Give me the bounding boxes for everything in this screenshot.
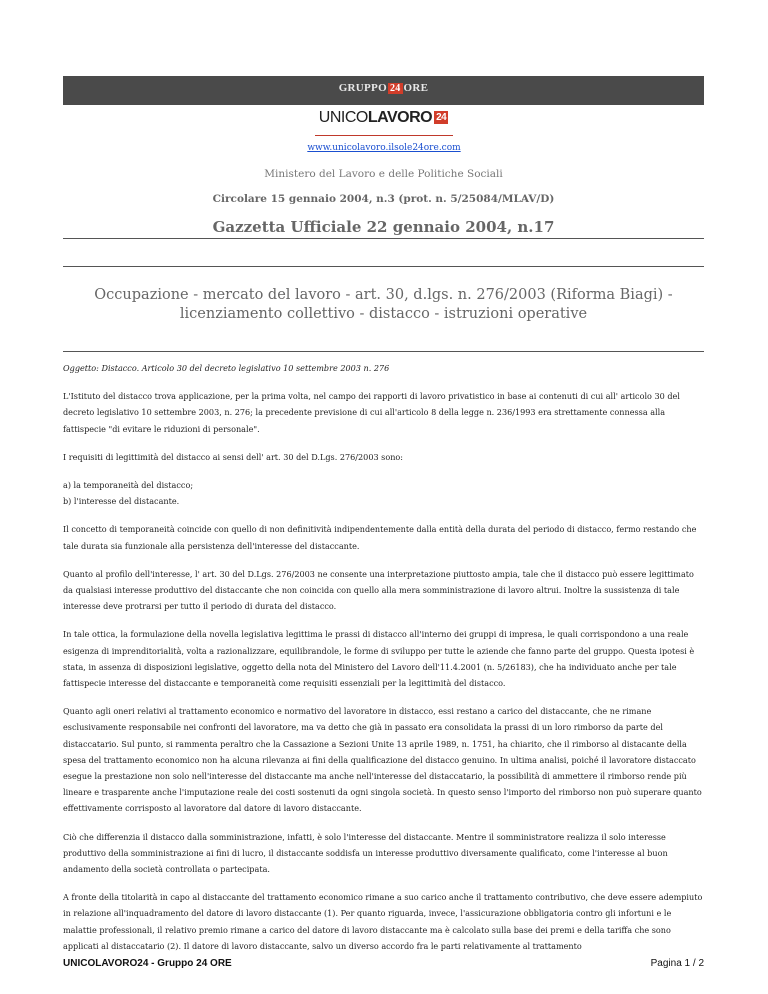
gruppo24ore-logo: GRUPPO 24 ORE: [338, 82, 429, 94]
requirement-item: a) la temporaneità del distacco;: [63, 480, 194, 491]
paragraph: L'Istituto del distacco trova applicazione, per la prima volta, nel campo dei rapporti di lavoro privatistico in base ai contenuti di cui all' articolo 30 del decreto legislativo 10 settembre 2003, n. 276; la precedente previsione di cui all'articolo 8 della legge n. 236/1993 era strettamente connessa alla fattispecie "di evitare le riduzioni di personale".: [63, 391, 680, 434]
paragraph: Ciò che differenzia il distacco dalla somministrazione, infatti, è solo l'interesse del distaccante. Mentre il somministratore realizza il solo interesse produttivo della somministrazione ai fini di lucro, il distaccante soddisfa un interesse produttivo diversamente qualificato, come l'interesse al buon andamento della società controllata o partecipata.: [63, 831, 668, 875]
paragraph: I requisiti di legittimità del distacco ai sensi dell' art. 30 del D.Lgs. 276/2003 sono:: [63, 451, 404, 462]
footer-publisher: UNICOLAVORO24 - Gruppo 24 ORE: [63, 958, 232, 969]
paragraph: Quanto agli oneri relativi al trattamento economico e normativo del lavoratore in distacco, essi restano a carico del distaccante, che ne rimane esclusivamente responsabile nei confronti del lavoratore, ma va detto che già in passato era consolidata la prassi di un loro rimborso da parte del distaccatario. Sul punto, si rammenta peraltro che la Cassazione a Sezioni Unite 13 aprile 1989, n. 1751, ha chiarito, che il rimborso al distacante della spesa del trattamento economico non ha alcuna rilevanza ai fini della qualificazione del distacco genuino. In ultima analisi, poiché il lavoratore distaccato esegue la prestazione non solo nell'interesse del distaccante ma anche nell'interesse del distaccatario, la possibilità di ammettere il rimborso rende più lineare e trasparente anche l'imputazione reale dei costi sostenuti da ogni singola società. In questo senso l'importo del rimborso non può superare quanto effettivamente corrisposto al lavoratore dal datore di lavoro distaccante.: [63, 706, 702, 814]
divider: [63, 238, 704, 239]
requirement-item: b) l'interesse del distacante.: [63, 496, 180, 507]
unicolavoro24-logo: UNICOLAVORO 24: [313, 105, 454, 131]
site-link[interactable]: www.unicolavoro.ilsole24ore.com: [307, 143, 461, 153]
divider: [63, 266, 704, 267]
requirements-list: [63, 477, 704, 509]
paragraph: In tale ottica, la formulazione della novella legislativa legittima le prassi di distacco all'interno dei gruppi di impresa, le quali corrispondono a una reale esigenza di imprenditorialità, volta a razionalizzare, equilibrandole, le forme di sviluppo per tutte le aziende che fanno parte del gruppo. Questa ipotesi è stata, in assenza di disposizioni legislative, oggetto della nota del Ministero del Lavoro dell'11.4.2001 (n. 5/26183), che ha individuato anche per tale fattispecie interesse del distaccante e temporaneità come requisiti essenziali per la legittimità del distacco.: [63, 629, 695, 689]
issuer: Ministero del Lavoro e delle Politiche Sociali: [264, 168, 503, 180]
circular-reference: Circolare 15 gennaio 2004, n.3 (prot. n. 5/25084/MLAV/D): [212, 193, 555, 205]
paragraph: Il concetto di temporaneità coincide con quello di non definitività indipendentemente dalla entità della durata del periodo di distacco, fermo restando che tale durata sia funzionale alla persistenza dell'interesse del distaccante.: [63, 524, 697, 551]
document-subject: Occupazione - mercato del lavoro - art. 30, d.lgs. n. 276/2003 (Riforma Biagi) - licenziamento collettivo - distacco - istruzioni operative: [94, 287, 673, 322]
logo-underline: [315, 135, 453, 136]
paragraph: A fronte della titolarità in capo al distaccante del trattamento economico rimane a suo carico anche il trattamento contributivo, che deve essere adempiuto in relazione all'inquadramento del datore di lavoro distaccante (1). Per quanto riguarda, invece, l'assicurazione obbligatoria contro gli infortuni e le malattie professionali, il relativo premio rimane a carico del datore di lavoro distaccante ma è calcolato sulla base dei premi e della tariffa che sono applicati al distaccatario (2). Il datore di lavoro distaccante, salvo un diverso accordo fra le parti relativamente al trattamento: [63, 892, 703, 951]
document-body: [63, 360, 704, 966]
page-number: Pagina 1 / 2: [650, 958, 704, 969]
object-line: Oggetto: Distacco. Articolo 30 del decreto legislativo 10 settembre 2003 n. 276: [63, 363, 390, 373]
gazette-reference: Gazzetta Ufficiale 22 gennaio 2004, n.17: [212, 218, 555, 236]
paragraph: Quanto al profilo dell'interesse, l' art. 30 del D.Lgs. 276/2003 ne consente una interpretazione piuttosto ampia, tale che il distacco può essere legittimato da qualsiasi interesse produttivo del distaccante che non coincida con quello alla mera somministrazione di lavoro altrui. Inoltre la sussistenza di tale interesse deve protrarsi per tutto il periodo di durata del distacco.: [63, 568, 694, 612]
divider: [63, 351, 704, 352]
publisher-header-bar: [63, 76, 704, 105]
